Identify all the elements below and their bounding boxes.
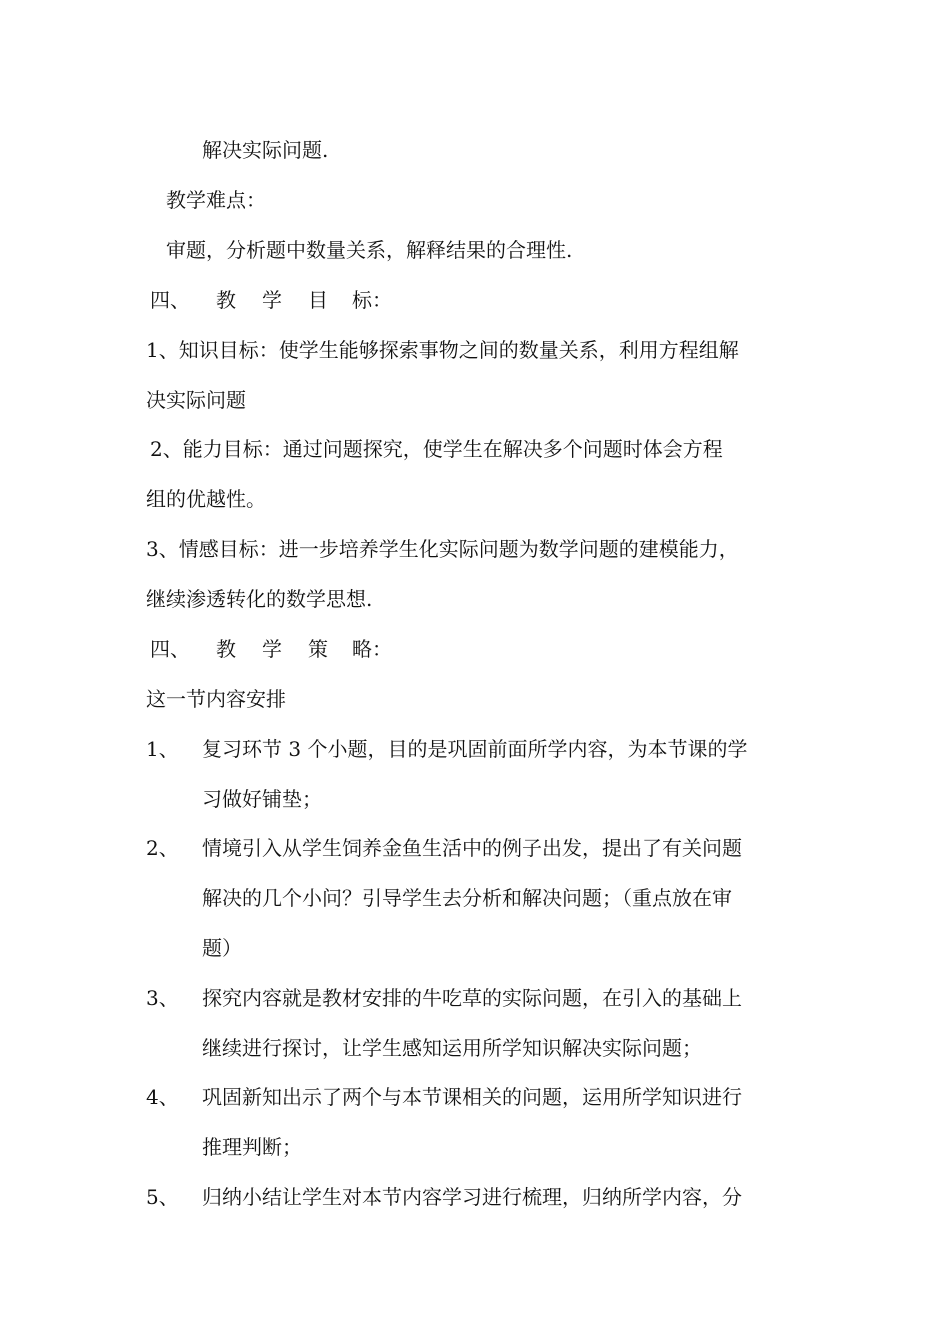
text-line: 审题，分析题中数量关系，解释结果的合理性. [166, 238, 573, 262]
list-item-number: 1、 [146, 737, 179, 761]
heading-char: 标： [352, 288, 392, 312]
section-label-difficulty: 教学难点： [166, 188, 266, 212]
list-item-line: 习做好铺垫； [202, 787, 322, 811]
list-item-line: 题） [202, 936, 242, 960]
section-heading-goals [150, 288, 190, 312]
heading-number: 四、 [150, 288, 190, 312]
list-item-line: 推理判断； [202, 1135, 302, 1159]
heading-char: 略： [352, 637, 392, 661]
list-item-line: 归纳小结让学生对本节内容学习进行梳理，归纳所学内容，分 [202, 1185, 742, 1209]
heading-char: 教 [216, 637, 236, 661]
list-item-line: 巩固新知出示了两个与本节课相关的问题，运用所学知识进行 [202, 1085, 742, 1109]
list-item-line: 解决的几个小问？引导学生去分析和解决问题；（重点放在审 [202, 886, 732, 910]
list-item-line: 探究内容就是教材安排的牛吃草的实际问题，在引入的基础上 [202, 986, 742, 1010]
text-line: 组的优越性。 [146, 487, 266, 511]
heading-char: 学 [262, 637, 282, 661]
goal-ability: 2、能力目标：通过问题探究，使学生在解决多个问题时体会方程 [150, 437, 723, 461]
heading-char: 教 [216, 288, 236, 312]
goal-emotion: 3、情感目标：进一步培养学生化实际问题为数学问题的建模能力， [146, 537, 739, 561]
heading-number: 四、 [150, 637, 190, 661]
list-item-number: 4、 [146, 1085, 179, 1109]
list-item-number: 3、 [146, 986, 179, 1010]
goal-knowledge: 1、知识目标：使学生能够探索事物之间的数量关系，利用方程组解 [146, 338, 739, 362]
text-line: 这一节内容安排 [146, 687, 286, 711]
list-item-line: 复习环节 3 个小题，目的是巩固前面所学内容，为本节课的学 [202, 737, 748, 761]
list-item-number: 2、 [146, 836, 179, 860]
list-item-number: 5、 [146, 1185, 179, 1209]
list-item-line: 情境引入从学生饲养金鱼生活中的例子出发，提出了有关问题 [202, 836, 742, 860]
heading-char: 学 [262, 288, 282, 312]
text-line: 解决实际问题. [202, 138, 329, 162]
text-line: 继续渗透转化的数学思想. [146, 587, 373, 611]
text-line: 决实际问题 [146, 388, 246, 412]
section-heading-strategy [150, 637, 190, 661]
list-item-line: 继续进行探讨，让学生感知运用所学知识解决实际问题； [202, 1036, 702, 1060]
heading-char: 策 [308, 637, 328, 661]
heading-char: 目 [308, 288, 328, 312]
